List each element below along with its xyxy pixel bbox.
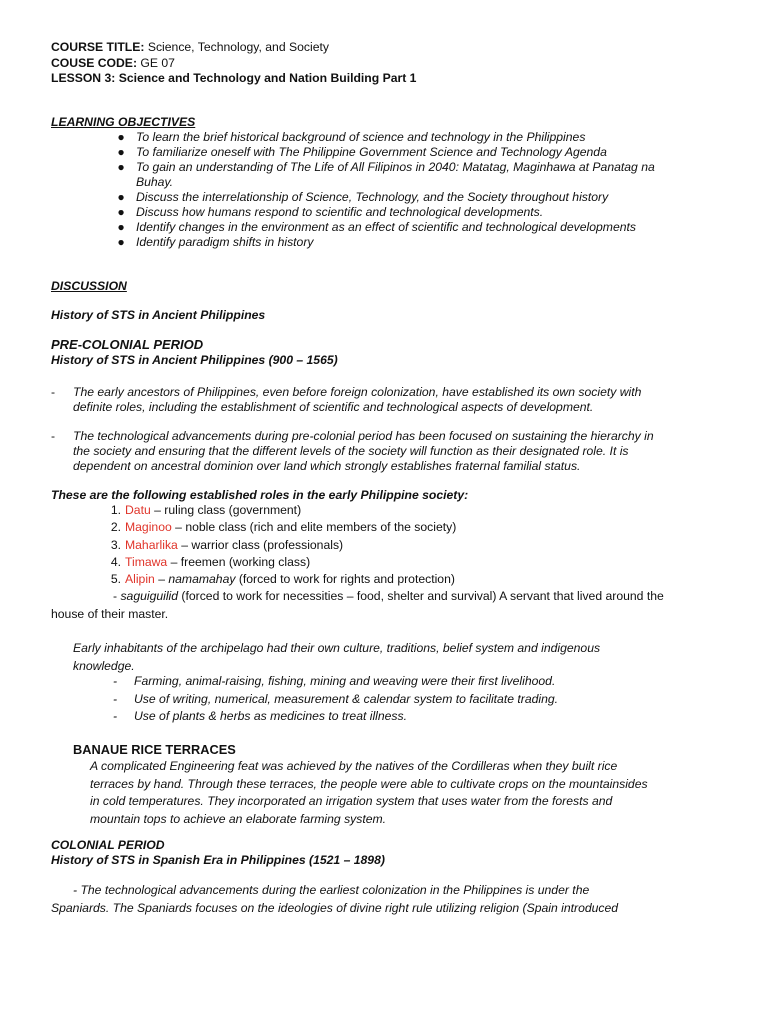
course-code-value: GE 07 [140, 55, 175, 70]
course-header [51, 40, 416, 87]
bullet-icon: ● [117, 130, 125, 144]
document-page: COURSE TITLE: Science, Technology, and Society COUSE CODE: GE 07 LESSON 3: Science and Technology and Nation Building Part 1 LEARNING OBJECTIVES ● To learn the brief historical background of science and technology in the Philippines ● To familiarize oneself with The Philippine Government Science and Technology Agenda ● To gain an understanding of The Life of All Filipinos in 2040: Matatag, Maginhawa at Panatag na Buhay. ● Discuss the interrelationship of Science, Technology, and the Society throughout history ● Discuss how humans respond to scientific and technological developments. ● Identify changes in the environment as an effect of scientific and technological developments ● Identify paradigm shifts in history DISCUSSION History of STS in Ancient Philippines PRE-COLONIAL PERIOD History of STS in Ancient Philippines (900 – 1565) - The early ancestors of Philippines, even before foreign colonization, have established its own society with definite roles, including the establishment of scientific and technological aspects of development. - The technological advancements during pre-colonial period has been focused on sustaining the hierarchy in the society and ensuring that the different levels of the society will function as their designated role. It is dependent on ancestral dominion over land which strongly establishes fraternal familial status. These are the following established roles in the early Philippine society: 1. Datu – ruling class (government) 2. Maginoo – noble class (rich and elite members of the society) 3. Maharlika – warrior class (professionals) 4. Timawa – freemen (working class) 5. Alipin – namamahay (forced to work for rights and protection) - saguiguilid (forced to work for necessities – food, shelter and survival) A servant that lived around the house of their master. Early inhabitants of the archipelago had their own culture, traditions, belief system and indigenous knowledge. - Farming, animal-raising, fishing, mining and weaving were their first livelihood. - Use of writing, numerical, measurement & calendar system to facilitate trading. - Use of plants & herbs as medicines to treat illness. BANAUE RICE TERRACES A complicated Engineering feat was achieved by the natives of the Cordilleras when they built rice terraces by hand. Through these terraces, the people were able to cultivate crops on the mountainsides in cold temperatures. They incorporated an irrigation system that uses water from the forests and mountain tops to achieve an elaborate farming system. COLONIAL PERIOD History of STS in Spanish Era in Philippines (1521 – 1898) - The technological advancements during the earliest colonization in the Philippines is under the Spaniards. The Spaniards focuses on the ideologies of divine right rule utilizing religion (Spain introduced [0, 0, 768, 1024]
role-term: Maharlika [125, 538, 178, 552]
bullet-icon: ● [117, 190, 125, 204]
role-term: Datu [125, 503, 151, 517]
precolonial-heading: PRE-COLONIAL PERIOD [51, 337, 204, 352]
lesson-title: LESSON 3: Science and Technology and Nation Building Part 1 [51, 71, 417, 85]
banaue-paragraph: A complicated Engineering feat was achieved by the natives of the Cordilleras when they built rice terraces by hand. Through these terraces, the people were able to cultivate crops on the mountainsides in cold temperatures. They incorporated an irrigation system that uses water from the forests and mountain tops to achieve an elaborate farming system. [90, 759, 648, 826]
roles-heading: These are the following established roles in the early Philippine society: [51, 488, 469, 502]
dash-marker: - [51, 429, 56, 443]
bullet-icon: ● [117, 145, 125, 159]
saguiguilid-term: saguiguilid [120, 589, 179, 603]
bullet-icon: ● [117, 160, 125, 174]
saguiguilid-line: - saguiguilid (forced to work for necessities – food, shelter and survival) A servant that lived around the [113, 589, 664, 603]
bullet-icon: ● [117, 220, 125, 234]
precolonial-paragraph-2: The technological advancements during pre-colonial period has been focused on sustaining the hierarchy in the society and ensuring that the different levels of the society will function as their designated role. It is dependent on ancestral dominion over land which strongly establishes fraternal familial status. [73, 429, 654, 473]
course-title-line: COURSE TITLE: Science, Technology, and Society [51, 40, 329, 54]
objectives-heading: LEARNING OBJECTIVES [51, 115, 196, 129]
banaue-heading: BANAUE RICE TERRACES [73, 742, 236, 757]
course-code-line: COUSE CODE: GE 07 [51, 55, 175, 70]
discussion-heading: DISCUSSION [51, 279, 127, 293]
precolonial-paragraph-1: The early ancestors of Philippines, even before foreign colonization, have established its own society with definite roles, including the establishment of scientific and technological aspects of development. [73, 385, 642, 414]
course-title-value: Science, Technology, and Society [147, 40, 329, 54]
discussion-subheading: History of STS in Ancient Philippines [51, 308, 266, 322]
saguiguilid-line-2: house of their master. [51, 607, 169, 621]
inhabitants-paragraph: Early inhabitants of the archipelago had their own culture, traditions, belief system and indigenous knowledge. [73, 641, 601, 673]
colonial-subheading: History of STS in Spanish Era in Philippines (1521 – 1898) [51, 853, 385, 867]
role-term: Timawa [125, 555, 168, 569]
role-term: Maginoo [125, 520, 172, 534]
bullet-icon: ● [117, 205, 125, 219]
bullet-icon: ● [117, 235, 125, 249]
dash-marker: - [51, 385, 56, 399]
role-term: Alipin [125, 572, 155, 586]
precolonial-subheading: History of STS in Ancient Philippines (900 – 1565) [51, 353, 338, 367]
colonial-paragraph: - The technological advancements during the earliest colonization in the Philippines is under the Spaniards. The Spaniards focuses on the ideologies of divine right rule utilizing religion (Spain introduced [51, 883, 619, 915]
colonial-heading: COLONIAL PERIOD [51, 838, 165, 852]
